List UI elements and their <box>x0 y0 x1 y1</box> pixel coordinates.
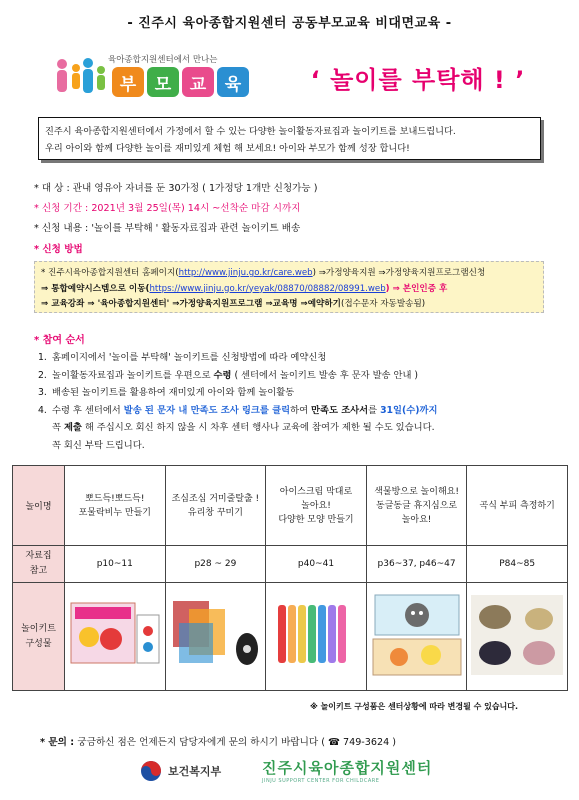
play-name-cell <box>165 466 266 546</box>
step-text: 홈페이지에서 '놀이를 부탁해' 놀이키트를 신청방법에 따라 예약신청 <box>52 352 327 363</box>
contact-text: 궁금하신 점은 언제든지 담당자에게 문의 하시기 바랍니다 ( ☎ 749-3624 ) <box>77 737 396 748</box>
family-figures-icon <box>52 54 108 100</box>
parent-education-logo <box>52 48 257 106</box>
step-text: 수령 후 센터에서 <box>52 404 124 416</box>
period-label: * 신청 기간 : <box>34 203 92 214</box>
content-text: '놀이를 부탁해 ' 활동자료집과 관련 놀이키트 배송 <box>91 223 301 234</box>
play-name-line: 포물락비누 만들기 <box>78 507 151 518</box>
contact-label: * 문의 : <box>40 737 78 748</box>
deadline-text: 31일(수)까지 <box>380 404 438 416</box>
method-line3-b: (접수문자 자동발송됨) <box>340 299 426 309</box>
target-info <box>34 180 317 194</box>
method-line3-a: ⇒ 교육강좌 ⇒ '육아종합지원센터' ⇒가정양육지원프로그램 ⇒교육명 ⇒예약하기 <box>41 299 341 309</box>
step-text: ( 센터에서 놀이키트 발송 후 문자 발송 안내 ) <box>231 369 419 381</box>
step-number: 3. <box>38 387 47 398</box>
step-4-line-2 <box>38 419 548 437</box>
method-line2-b: ) ⇒ 본인인증 후 <box>385 283 448 294</box>
play-name-line: 아이스크림 막대로 <box>279 486 353 497</box>
table-row-reference <box>13 546 568 583</box>
page-header-title: - 진주시 육아종합지원센터 공동부모교육 비대면교육 - <box>127 16 452 31</box>
row-header-kit: 놀이키트 구성물 <box>13 583 65 691</box>
intro-line-2: 우리 아이와 함께 다양한 놀이를 재미있게 체험 해 보세요! 아이와 부모가 함께 성장 합니다! <box>45 143 410 154</box>
step-1 <box>38 349 548 367</box>
homepage-link[interactable]: http://www.jinju.go.kr/care.web <box>178 268 313 278</box>
content-info <box>34 220 300 234</box>
play-name-cell <box>65 466 166 546</box>
intro-line-1: 진주시 육아종합지원센터에서 가정에서 할 수 있는 다양한 놀이활동자료집과 놀이키트를 보내드립니다. <box>45 126 456 137</box>
step-text: 를 <box>368 404 381 416</box>
kit-image-cell <box>467 583 568 691</box>
step-4-line-3 <box>38 437 548 455</box>
logo-block-2: 모 <box>147 67 179 97</box>
play-name-line: 뽀드득!뽀드득! <box>85 493 145 504</box>
step-emphasis: 만족도 조사서 <box>311 404 369 416</box>
period-text: 2021년 3월 25일(목) 14시 ~선착순 마감 시까지 <box>91 203 301 214</box>
method-line1-a: * 진주시육아종합지원센터 홈페이지( <box>41 268 179 278</box>
step-text: 하여 <box>290 404 312 416</box>
play-name-line: 다양한 모양 만들기 <box>278 514 354 525</box>
table-row-kit <box>13 583 568 691</box>
play-name-cell <box>467 466 568 546</box>
step-number: 1. <box>38 352 47 363</box>
kit-image-cell <box>366 583 467 691</box>
target-text: 관내 영유아 자녀를 둔 30가정 ( 1가정당 1개만 신청가능 ) <box>72 183 318 194</box>
row-header-reference: 자료집 참고 <box>13 546 65 583</box>
kit-image-cell <box>165 583 266 691</box>
row-header-play-name: 놀이명 <box>13 466 65 546</box>
content-label: * 신청 내용 : <box>34 223 92 234</box>
play-name-line: 동글동글 휴지심으로 <box>376 500 458 511</box>
step-text: 놀이활동자료집과 놀이키트를 우편으로 <box>52 369 214 381</box>
page-ref-cell: p36~37, p46~47 <box>366 546 467 583</box>
page-ref-cell: p40~41 <box>266 546 367 583</box>
play-name-line: 곡식 부피 측정하기 <box>479 500 555 511</box>
logo-block-4: 육 <box>217 67 249 97</box>
step-number: 2. <box>38 369 47 381</box>
logo-subtitle: 육아종합지원센터에서 만나는 <box>108 55 218 65</box>
step-3 <box>38 384 548 402</box>
method-line1-b: ) ⇒가정양육지원 ⇒가정양육지원프로그램신청 <box>312 268 486 278</box>
step-text: 해 주십시오 회신 하지 않을 시 차후 센터 행사나 교육에 참여가 제한 될 수도 있습니다. <box>81 422 435 433</box>
play-kit-table <box>12 465 568 691</box>
soap-kit-image <box>67 595 163 675</box>
ministry-name: 보건복지부 <box>168 765 222 778</box>
center-subtitle: JINJU SUPPORT CENTER FOR CHILDCARE <box>262 778 380 784</box>
apply-method-box <box>34 261 544 313</box>
step-text: 꼭 회신 부탁 드립니다. <box>52 439 145 451</box>
page-ref-cell: P84~85 <box>467 546 568 583</box>
play-name-line: 유리창 꾸미기 <box>187 507 243 518</box>
method-line2-a: ⇒ 통합예약시스템으로 이동( <box>41 283 150 294</box>
step-2 <box>38 367 548 385</box>
logo-block-3: 교 <box>182 67 214 97</box>
play-name-cell <box>266 466 367 546</box>
logo-block-1: 부 <box>112 67 144 97</box>
ministry-logo <box>140 760 221 782</box>
step-emphasis: 수령 <box>213 369 232 381</box>
center-name: 진주시육아종합지원센터 <box>262 759 433 777</box>
window-decor-kit-image <box>167 595 263 675</box>
play-name-line: 놀아요! <box>401 514 432 525</box>
center-logo <box>262 757 432 784</box>
contact-info <box>40 734 396 748</box>
step-text: 꼭 <box>52 422 64 433</box>
table-row-play-name <box>13 466 568 546</box>
step-text: 배송된 놀이키트를 활용하여 재미있게 아이와 함께 놀이활동 <box>52 387 295 398</box>
grain-kit-image <box>469 593 565 677</box>
play-name-cell <box>366 466 467 546</box>
step-emphasis: 발송 된 문자 내 만족도 조사 링크를 클릭 <box>123 404 291 416</box>
step-emphasis: 제출 <box>63 422 82 433</box>
page-ref-cell: p10~11 <box>65 546 166 583</box>
kit-change-note: ※ 놀이키트 구성품은 센터상황에 따라 변경될 수 있습니다. <box>310 702 519 711</box>
period-info <box>34 200 301 214</box>
method-heading: * 신청 방법 <box>34 244 83 255</box>
steps-title: * 참여 순서 <box>34 335 85 346</box>
ice-cream-stick-kit-image <box>268 595 364 675</box>
program-title: ‘ 놀이를 부탁해 ! ’ <box>310 66 526 94</box>
kit-image-cell <box>65 583 166 691</box>
intro-box <box>38 117 541 160</box>
step-number: 4. <box>38 404 47 416</box>
kit-image-cell <box>266 583 367 691</box>
step-4 <box>38 402 548 420</box>
color-paper-kit-image <box>369 593 465 677</box>
play-name-line: 놀아요! <box>301 500 331 511</box>
play-name-line: 조심조심 거미줄탈출 ! <box>171 493 260 504</box>
target-label: * 대 상 : <box>34 183 73 194</box>
taegeuk-icon <box>140 760 162 782</box>
steps-list <box>38 349 548 454</box>
reservation-link[interactable]: https://www.jinju.go.kr/yeyak/08870/08882/08991.web <box>149 283 386 294</box>
page-ref-cell: p28 ~ 29 <box>165 546 266 583</box>
play-name-line: 색물방으로 놀이해요! <box>374 486 459 497</box>
